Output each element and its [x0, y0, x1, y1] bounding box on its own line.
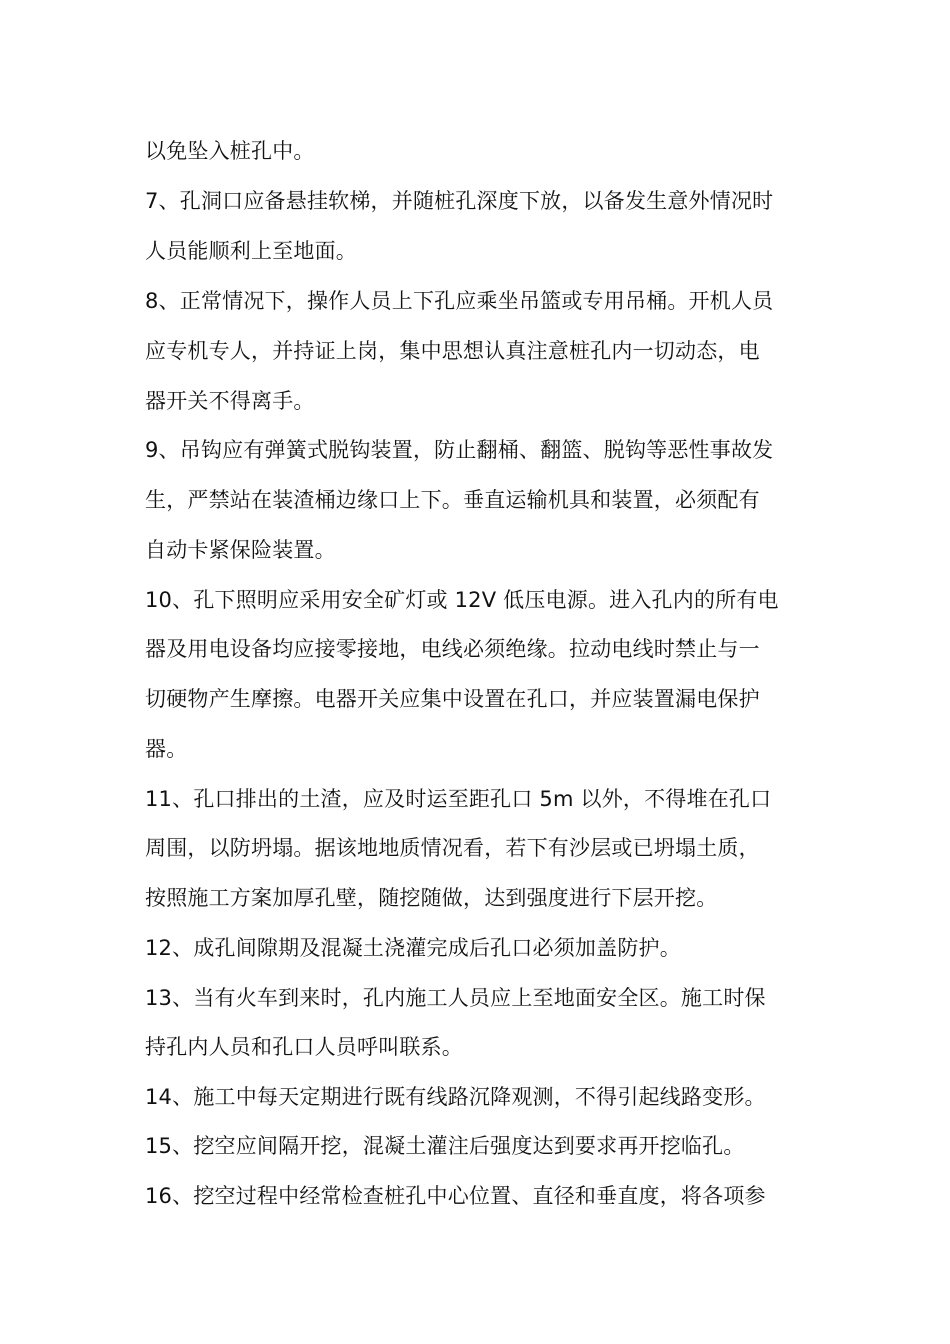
text-line: 生，严禁站在装渣桶边缘口上下。垂直运输机具和装置，必须配有 [145, 488, 760, 512]
text-line: 12、成孔间隙期及混凝土浇灌完成后孔口必须加盖防护。 [145, 936, 681, 960]
text-line: 11、孔口排出的土渣，应及时运至距孔口 5m 以外，不得堆在孔口 [145, 787, 772, 811]
text-line: 器开关不得离手。 [145, 389, 315, 413]
text-line: 周围，以防坍塌。据该地地质情况看，若下有沙层或已坍塌土质， [145, 836, 760, 860]
text-line: 10、孔下照明应采用安全矿灯或 12V 低压电源。进入孔内的所有电 [145, 588, 779, 612]
text-line: 应专机专人，并持证上岗，集中思想认真注意桩孔内一切动态，电 [145, 339, 760, 363]
text-line: 器。 [145, 737, 188, 761]
text-line: 自动卡紧保险装置。 [145, 538, 336, 562]
text-line: 8、正常情况下，操作人员上下孔应乘坐吊篮或专用吊桶。开机人员 [145, 289, 774, 313]
text-line: 按照施工方案加厚孔壁，随挖随做，达到强度进行下层开挖。 [145, 886, 718, 910]
text-line: 13、当有火车到来时，孔内施工人员应上至地面安全区。施工时保 [145, 986, 766, 1010]
text-line: 15、挖空应间隔开挖，混凝土灌注后强度达到要求再开挖临孔。 [145, 1134, 745, 1158]
text-line: 14、施工中每天定期进行既有线路沉降观测，不得引起线路变形。 [145, 1085, 766, 1109]
text-line: 器及用电设备均应接零接地，电线必须绝缘。拉动电线时禁止与一 [145, 637, 760, 661]
text-line: 16、挖空过程中经常检查桩孔中心位置、直径和垂直度，将各项参 [145, 1184, 766, 1208]
text-line: 人员能顺利上至地面。 [145, 239, 357, 263]
text-line: 持孔内人员和孔口人员呼叫联系。 [145, 1035, 463, 1059]
text-line: 切硬物产生摩擦。电器开关应集中设置在孔口，并应装置漏电保护 [145, 687, 760, 711]
text-line: 9、吊钩应有弹簧式脱钩装置，防止翻桶、翻篮、脱钩等恶性事故发 [145, 438, 774, 462]
text-line: 7、孔洞口应备悬挂软梯，并随桩孔深度下放，以备发生意外情况时 [145, 189, 774, 213]
text-line: 以免坠入桩孔中。 [145, 139, 315, 163]
